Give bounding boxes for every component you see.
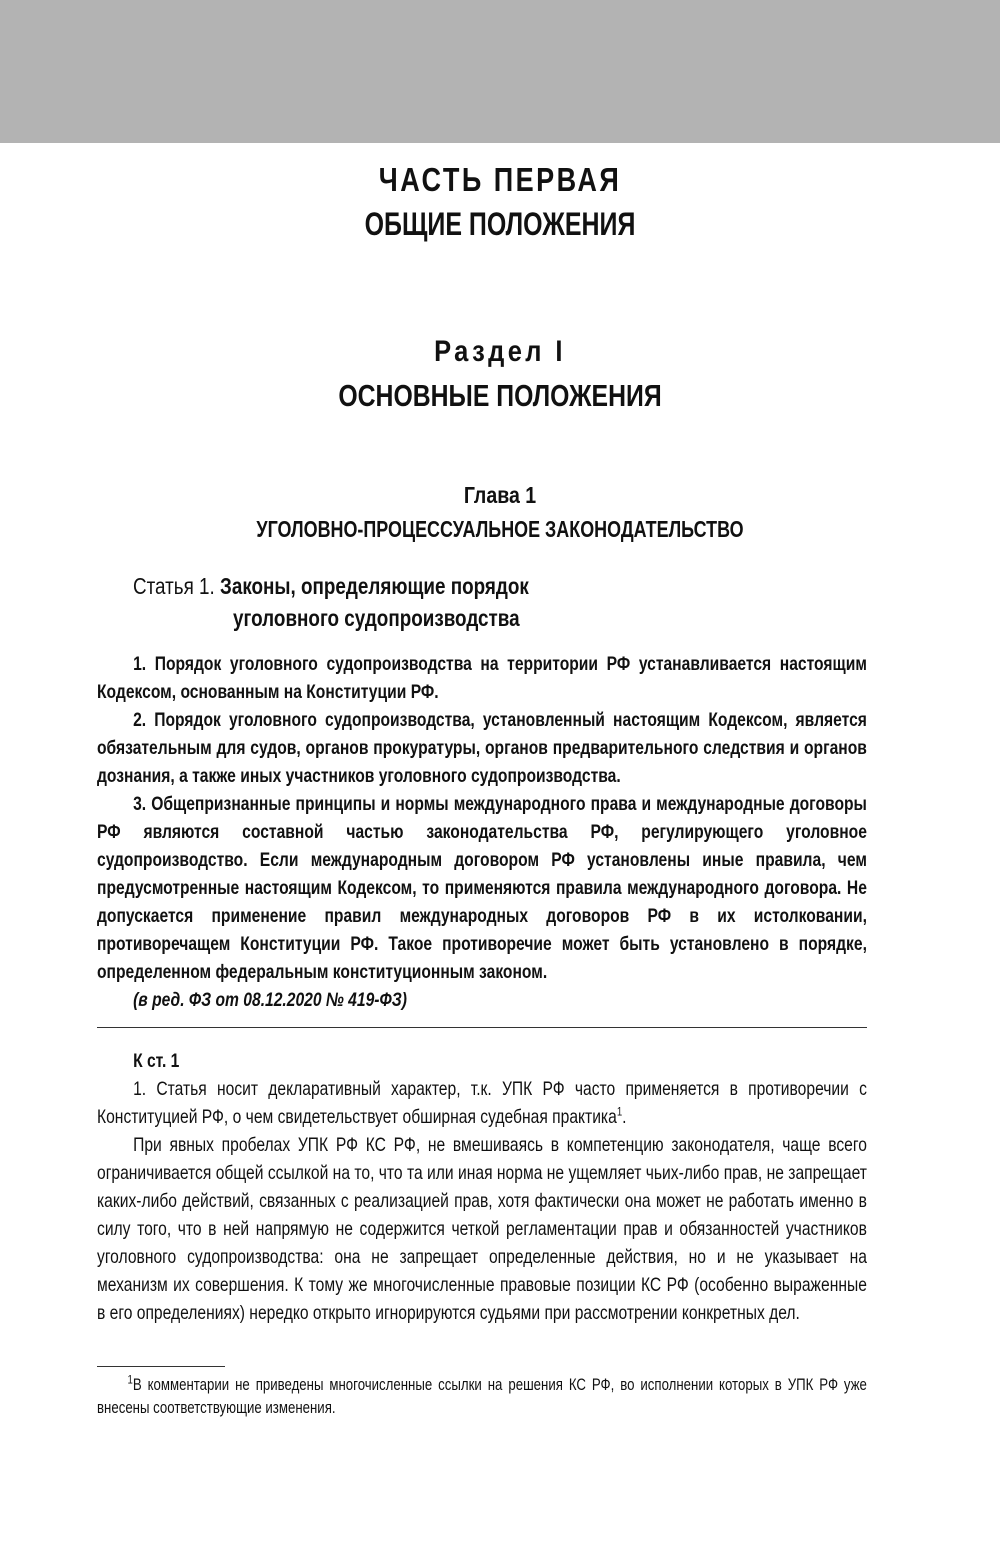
commentary-paragraph-1 xyxy=(97,1075,867,1131)
amendment-note: (в ред. ФЗ от 08.12.2020 № 419-ФЗ) xyxy=(133,989,407,1011)
footnote-text: В комментарии не приведены многочисленные ссылки на решения КС РФ, во исполнении которых в УПК РФ уже внесены соответствующие изменения. xyxy=(97,1376,867,1417)
commentary-paragraph-1-text: 1. Статья носит декларативный характер, т.к. УПК РФ часто применяется в противоречии с Конституцией РФ, о чем свидетельствует обширная судебная практика xyxy=(97,1078,867,1128)
chapter-heading xyxy=(0,478,1000,546)
chapter-subtitle: УГОЛОВНО-ПРОЦЕССУАЛЬНОЕ ЗАКОНОДАТЕЛЬСТВО xyxy=(256,516,744,542)
chapter-title: Глава 1 xyxy=(463,482,537,508)
top-gray-band xyxy=(0,0,1000,143)
article-name-line2: уголовного судопроизводства xyxy=(233,605,520,631)
commentary-title: К ст. 1 xyxy=(133,1050,180,1072)
commentary xyxy=(97,1047,867,1327)
section-title: Раздел I xyxy=(434,335,566,368)
part-subtitle: ОБЩИЕ ПОЛОЖЕНИЯ xyxy=(364,206,636,242)
footnote-divider xyxy=(97,1366,225,1367)
footnote xyxy=(97,1374,867,1420)
commentary-paragraph-1-end: . xyxy=(622,1106,627,1128)
section-subtitle: ОСНОВНЫЕ ПОЛОЖЕНИЯ xyxy=(338,378,662,413)
article-name-line1: Законы, определяющие порядок xyxy=(220,573,529,599)
part-heading xyxy=(0,158,1000,246)
footnote-ref[interactable]: 1 xyxy=(616,1104,623,1119)
section-heading xyxy=(0,330,1000,418)
footnote-mark: 1 xyxy=(127,1372,133,1387)
article-number: Статья 1. xyxy=(133,573,215,599)
article-paragraph-3: 3. Общепризнанные принципы и нормы международного права и международные договоры РФ являются составной частью законодательства РФ, регулирующего уголовное судопроизводство. Если международным договором РФ установлены иные правила, чем предусмотренные настоящим Кодексом, то применяются правила международного договора. Не допускается применение правил международных договоров РФ в их истолковании, противоречащем Конституции РФ. Такое противоречие может быть установлено в порядке, определенном федеральным конституционным законом. xyxy=(97,793,867,983)
part-title: ЧАСТЬ ПЕРВАЯ xyxy=(378,161,622,198)
article-paragraph-1: 1. Порядок уголовного судопроизводства на территории РФ устанавливается настоящим Кодексом, основанным на Конституции РФ. xyxy=(97,653,867,703)
article-heading xyxy=(133,570,707,634)
divider-line xyxy=(97,1027,867,1028)
commentary-paragraph-2: При явных пробелах УПК РФ КС РФ, не вмешиваясь в компетенцию законодателя, чаще всего ограничивается общей ссылкой на то, что та или иная норма не ущемляет чьих-либо прав, не запрещает каких-либо действий, связанных с реализацией прав, хотя фактически она может не работать именно в силу того, что в ней напрямую не содержится четкой регламентации прав и обязанностей участников уголовного судопроизводства: она не запрещает определенные действия, но и не указывает на механизм их совершения. К тому же многочисленные правовые позиции КС РФ (особенно выраженные в его определениях) нередко открыто игнорируются судьями при рассмотрении конкретных дел. xyxy=(97,1134,867,1324)
article-body xyxy=(97,650,867,1014)
article-paragraph-2: 2. Порядок уголовного судопроизводства, установленный настоящим Кодексом, является обязательным для судов, органов прокуратуры, органов предварительного следствия и органов дознания, а также иных участников уголовного судопроизводства. xyxy=(97,709,867,787)
